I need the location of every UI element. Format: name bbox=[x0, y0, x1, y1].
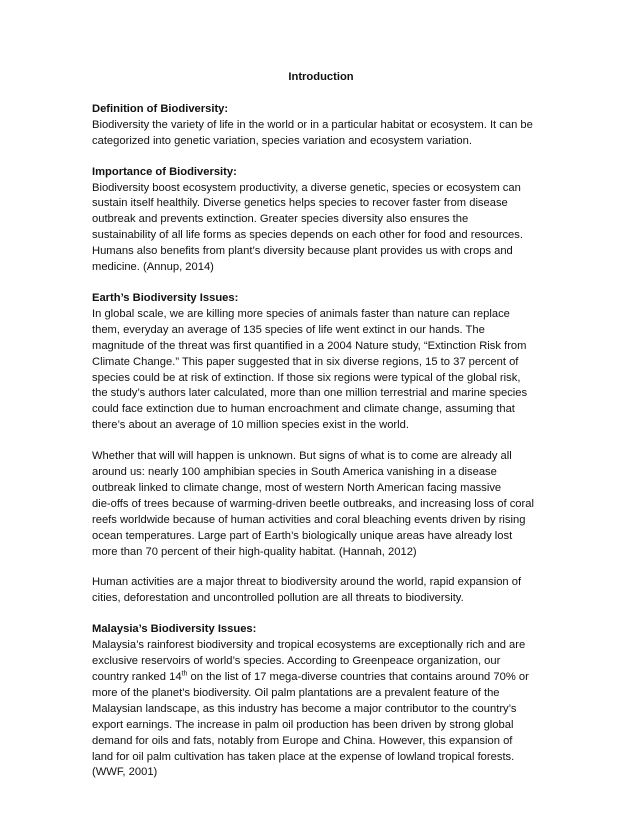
paragraph bbox=[92, 181, 550, 276]
rank-text-before: country ranked 14 bbox=[92, 671, 182, 683]
section-definition bbox=[92, 102, 550, 150]
text-line: more of the planet’s biodiversity. Oil palm plantations are a prevalent feature of the bbox=[92, 686, 500, 699]
document-page bbox=[92, 70, 550, 796]
section-heading-earth-issues: Earth’s Biodiversity Issues: bbox=[92, 291, 239, 304]
paragraph bbox=[92, 118, 550, 150]
section-importance bbox=[92, 165, 550, 276]
text-line: cities, deforestation and uncontrolled pollution are all threats to biodiversity. bbox=[92, 592, 464, 605]
text-line-rank bbox=[92, 670, 550, 686]
text-line: ocean temperatures. Large part of Earth’s biologically unique areas have already lost bbox=[92, 529, 513, 542]
paragraph bbox=[92, 307, 550, 434]
text-line: land for oil palm cultivation has taken place at the expense of lowland tropical forests. bbox=[92, 750, 515, 763]
text-line: medicine. (Annup, 2014) bbox=[92, 261, 214, 274]
paragraph bbox=[92, 638, 550, 781]
text-line: more than 70 percent of their high-quality habitat. (Hannah, 2012) bbox=[92, 545, 417, 558]
text-line: there’s about an average of 10 million species exist in the world. bbox=[92, 419, 409, 432]
text-line: categorized into genetic variation, species variation and ecosystem variation. bbox=[92, 134, 472, 147]
text-line: outbreak and prevents extinction. Greater species diversity also ensures the bbox=[92, 213, 469, 226]
text-line: outbreak linked to climate change, most of western North American facing massive bbox=[92, 481, 502, 494]
paragraph bbox=[92, 575, 550, 607]
text-line: Malaysian landscape, as this industry has become a major contributor to the country’s bbox=[92, 702, 517, 715]
text-line: magnitude of the threat was first quantified in a 2004 Nature study, “Extinction Risk from bbox=[92, 339, 527, 352]
text-line: export earnings. The increase in palm oil production has been driven by strong global bbox=[92, 718, 514, 731]
text-line: In global scale, we are killing more species of animals faster than nature can replace bbox=[92, 307, 510, 320]
rank-text-after: on the list of 17 mega-diverse countries that contains around 70% or bbox=[187, 671, 529, 683]
text-line: Biodiversity the variety of life in the world or in a particular habitat or ecosystem. It can be bbox=[92, 118, 533, 131]
text-line: Human activities are a major threat to biodiversity around the world, rapid expansion of bbox=[92, 576, 522, 589]
text-line: could face extinction due to human encroachment and climate change, assuming that bbox=[92, 403, 515, 416]
text-line: exclusive reservoirs of world’s species. According to Greenpeace organization, our bbox=[92, 655, 501, 668]
section-malaysia-issues bbox=[92, 622, 550, 781]
text-line: Biodiversity boost ecosystem productivity, a diverse genetic, species or ecosystem can bbox=[92, 181, 521, 194]
text-line: sustainability of all life forms as species depends on each other for food and resources. bbox=[92, 229, 523, 242]
paragraph bbox=[92, 449, 550, 560]
text-line: Whether that will will happen is unknown. But signs of what is to come are already all bbox=[92, 450, 512, 463]
text-line: die-offs of trees because of warming-driven beetle outbreaks, and increasing loss of coral bbox=[92, 497, 534, 510]
text-line: Humans also benefits from plant’s diversity because plant provides us with crops and bbox=[92, 245, 513, 258]
text-line: (WWF, 2001) bbox=[92, 766, 158, 779]
text-line: reefs worldwide because of human activities and coral bleaching events driven by rising bbox=[92, 513, 526, 526]
text-line: Malaysia’s rainforest biodiversity and tropical ecosystems are exceptionally rich and are bbox=[92, 639, 526, 652]
text-line: them, everyday an average of 135 species of life went extinct in our hands. The bbox=[92, 323, 485, 336]
section-heading-malaysia-issues: Malaysia’s Biodiversity Issues: bbox=[92, 623, 257, 636]
section-earth-issues bbox=[92, 291, 550, 607]
text-line: species could be at risk of extinction. If those six regions were typical of the global risk, bbox=[92, 371, 521, 384]
section-heading-definition: Definition of Biodiversity: bbox=[92, 102, 229, 115]
text-line: the study’s authors later calculated, more than one million terrestrial and marine species bbox=[92, 387, 528, 400]
document-title: Introduction bbox=[288, 71, 354, 83]
text-line: sustain itself healthily. Diverse genetics helps species to recover faster from disease bbox=[92, 197, 508, 210]
text-line: around us: nearly 100 amphibian species in South America vanishing in a disease bbox=[92, 466, 497, 479]
text-line: Climate Change.” This paper suggested that in six diverse regions, 15 to 37 percent of bbox=[92, 355, 519, 368]
section-heading-importance: Importance of Biodiversity: bbox=[92, 165, 237, 178]
text-line: demand for oils and fats, notably from Europe and China. However, this expansion of bbox=[92, 734, 513, 747]
rank-superscript: th bbox=[181, 670, 188, 678]
